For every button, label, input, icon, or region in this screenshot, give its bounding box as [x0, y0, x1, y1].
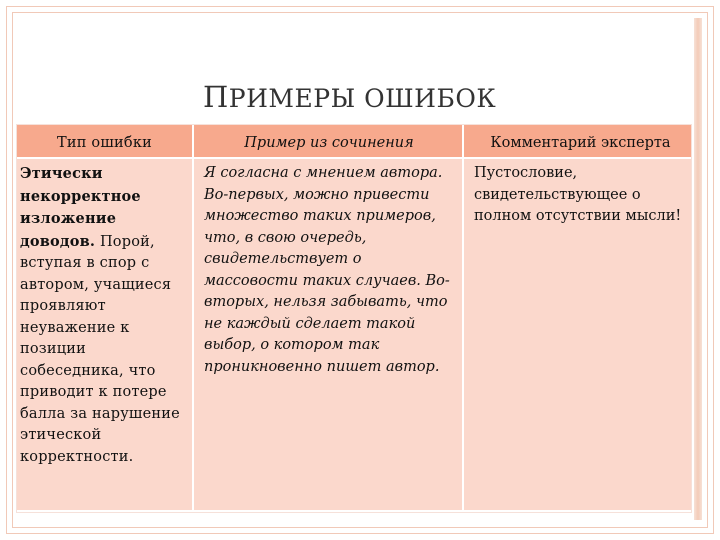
- decorative-side-bar: [694, 18, 702, 520]
- header-error-type: Тип ошибки: [17, 125, 193, 158]
- error-type-title: Этически некорректное изложение доводов.: [20, 165, 141, 250]
- cell-essay-example: Я согласна с мнением автора. Во-первых, можно привести множество таких примеров, что, в свою очередь, свидетельствует о массовости таких случаев. Во-вторых, нельзя забывать, что не каждый сделает такой выбор, о котором так проникновенно пишет автор.: [193, 158, 463, 510]
- table-row: [17, 158, 691, 510]
- slide-title-initial: П: [203, 80, 229, 114]
- cell-expert-comment: Пустословие, свидетельствующее о полном отсутствии мысли!: [463, 158, 691, 510]
- table-header-row: [17, 125, 691, 158]
- cell-error-type: [17, 158, 193, 510]
- slide-title: [203, 80, 496, 114]
- header-essay-example: Пример из сочинения: [193, 125, 463, 158]
- errors-table: [17, 125, 691, 510]
- error-type-description: Порой, вступая в спор с автором, учащиеся проявляют неуважение к позиции собеседника, что приводит к потере балла за нарушение этической корректности.: [20, 233, 180, 465]
- header-expert-comment: Комментарий эксперта: [463, 125, 691, 158]
- slide-title-rest: РИМЕРЫ ОШИБОК: [228, 84, 497, 113]
